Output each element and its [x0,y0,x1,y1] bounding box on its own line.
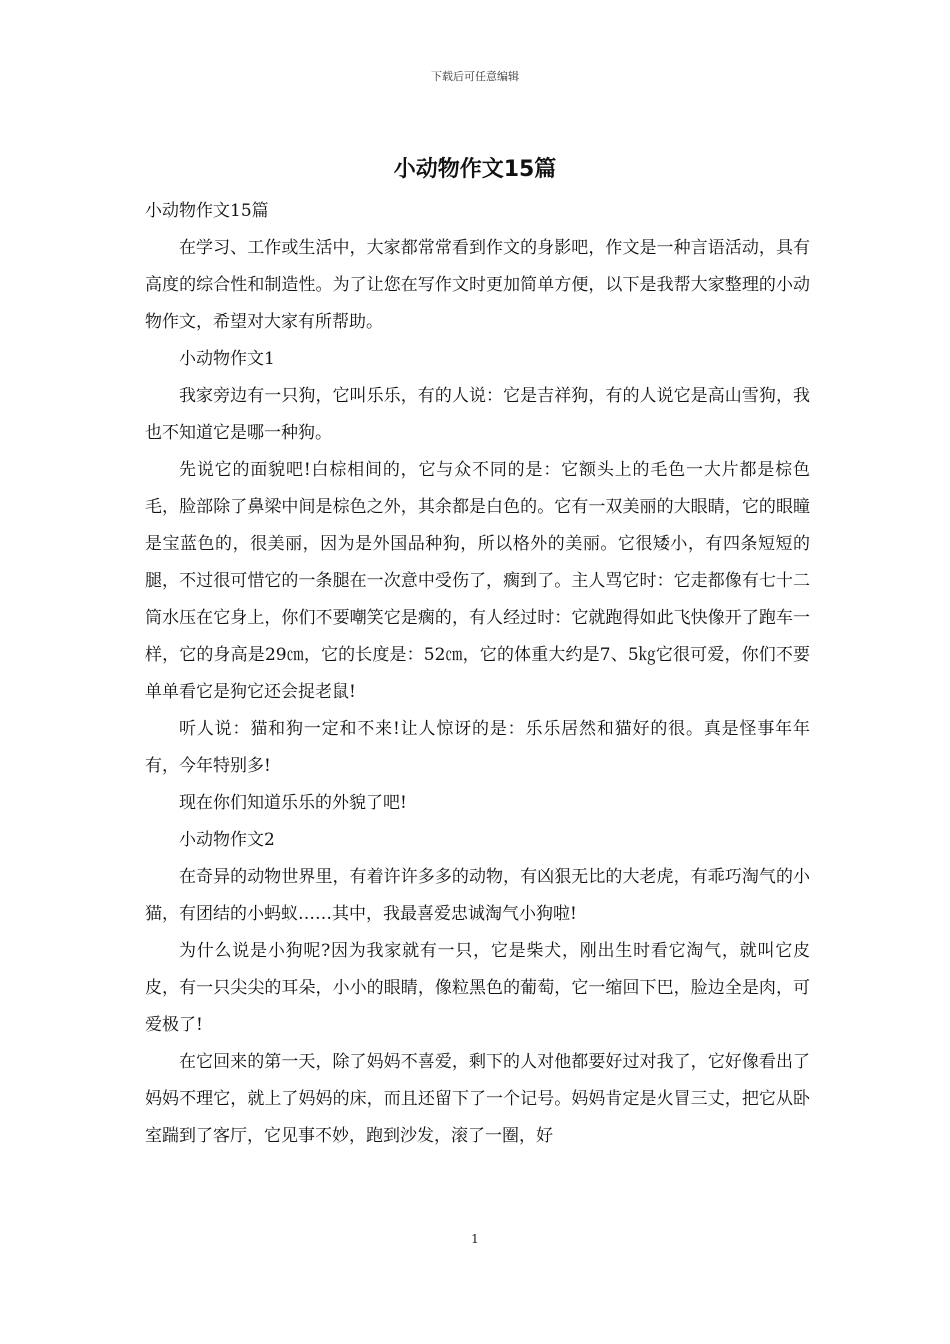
paragraph-intro: 在学习、工作或生活中，大家都常常看到作文的身影吧，作文是一种言语活动，具有高度的综合性和制造性。为了让您在写作文时更加简单方便，以下是我帮大家整理的小动物作文，希望对大家有所帮助。 [145,238,810,332]
paragraph: 现在你们知道乐乐的外貌了吧! [179,793,407,813]
document-title: 小动物作文15篇 [393,157,557,182]
document-subtitle: 小动物作文15篇 [145,201,269,221]
paragraph: 先说它的面貌吧!白棕相间的，它与众不同的是：它额头上的毛色一大片都是棕色毛，脸部除了鼻梁中间是棕色之外，其余都是白色的。它有一双美丽的大眼睛，它的眼瞳是宝蓝色的，很美丽，因为是外国品种狗，所以格外的美丽。它很矮小，有四条短短的腿，不过很可惜它的一条腿在一次意中受伤了，瘸到了。主人骂它时：它走都像有七十二筒水压在它身上，你们不要嘲笑它是瘸的，有人经过时：它就跑得如此飞快像开了跑车一样，它的身高是29㎝，它的长度是：52㎝，它的体重大约是7、5㎏它很可爱，你们不要单单看它是狗它还会捉老鼠! [145,460,810,702]
document-body [145,193,810,1155]
paragraph: 我家旁边有一只狗，它叫乐乐，有的人说：它是吉祥狗，有的人说它是高山雪狗，我也不知道它是哪一种狗。 [145,386,810,443]
paragraph: 听人说：猫和狗一定和不来!让人惊讶的是：乐乐居然和猫好的很。真是怪事年年有，今年特别多! [145,719,810,776]
header-note: 下载后可任意编辑 [431,70,519,83]
page-number: 1 [471,1232,479,1246]
paragraph: 在它回来的第一天，除了妈妈不喜爱，剩下的人对他都要好过对我了，它好像看出了妈妈不理它，就上了妈妈的床，而且还留下了一个记号。妈妈肯定是火冒三丈，把它从卧室踹到了客厅，它见事不妙，跑到沙发，滚了一圈，好 [145,1052,810,1146]
section-heading-2: 小动物作文2 [179,830,275,850]
paragraph: 在奇异的动物世界里，有着许许多多的动物，有凶狠无比的大老虎，有乖巧淘气的小猫，有团结的小蚂蚁……其中，我最喜爱忠诚淘气小狗啦! [145,867,810,924]
paragraph: 为什么说是小狗呢?因为我家就有一只，它是柴犬，刚出生时看它淘气，就叫它皮皮，有一只尖尖的耳朵，小小的眼睛，像粒黑色的葡萄，它一缩回下巴，脸边全是肉，可爱极了! [145,941,810,1035]
section-heading-1: 小动物作文1 [179,349,275,369]
